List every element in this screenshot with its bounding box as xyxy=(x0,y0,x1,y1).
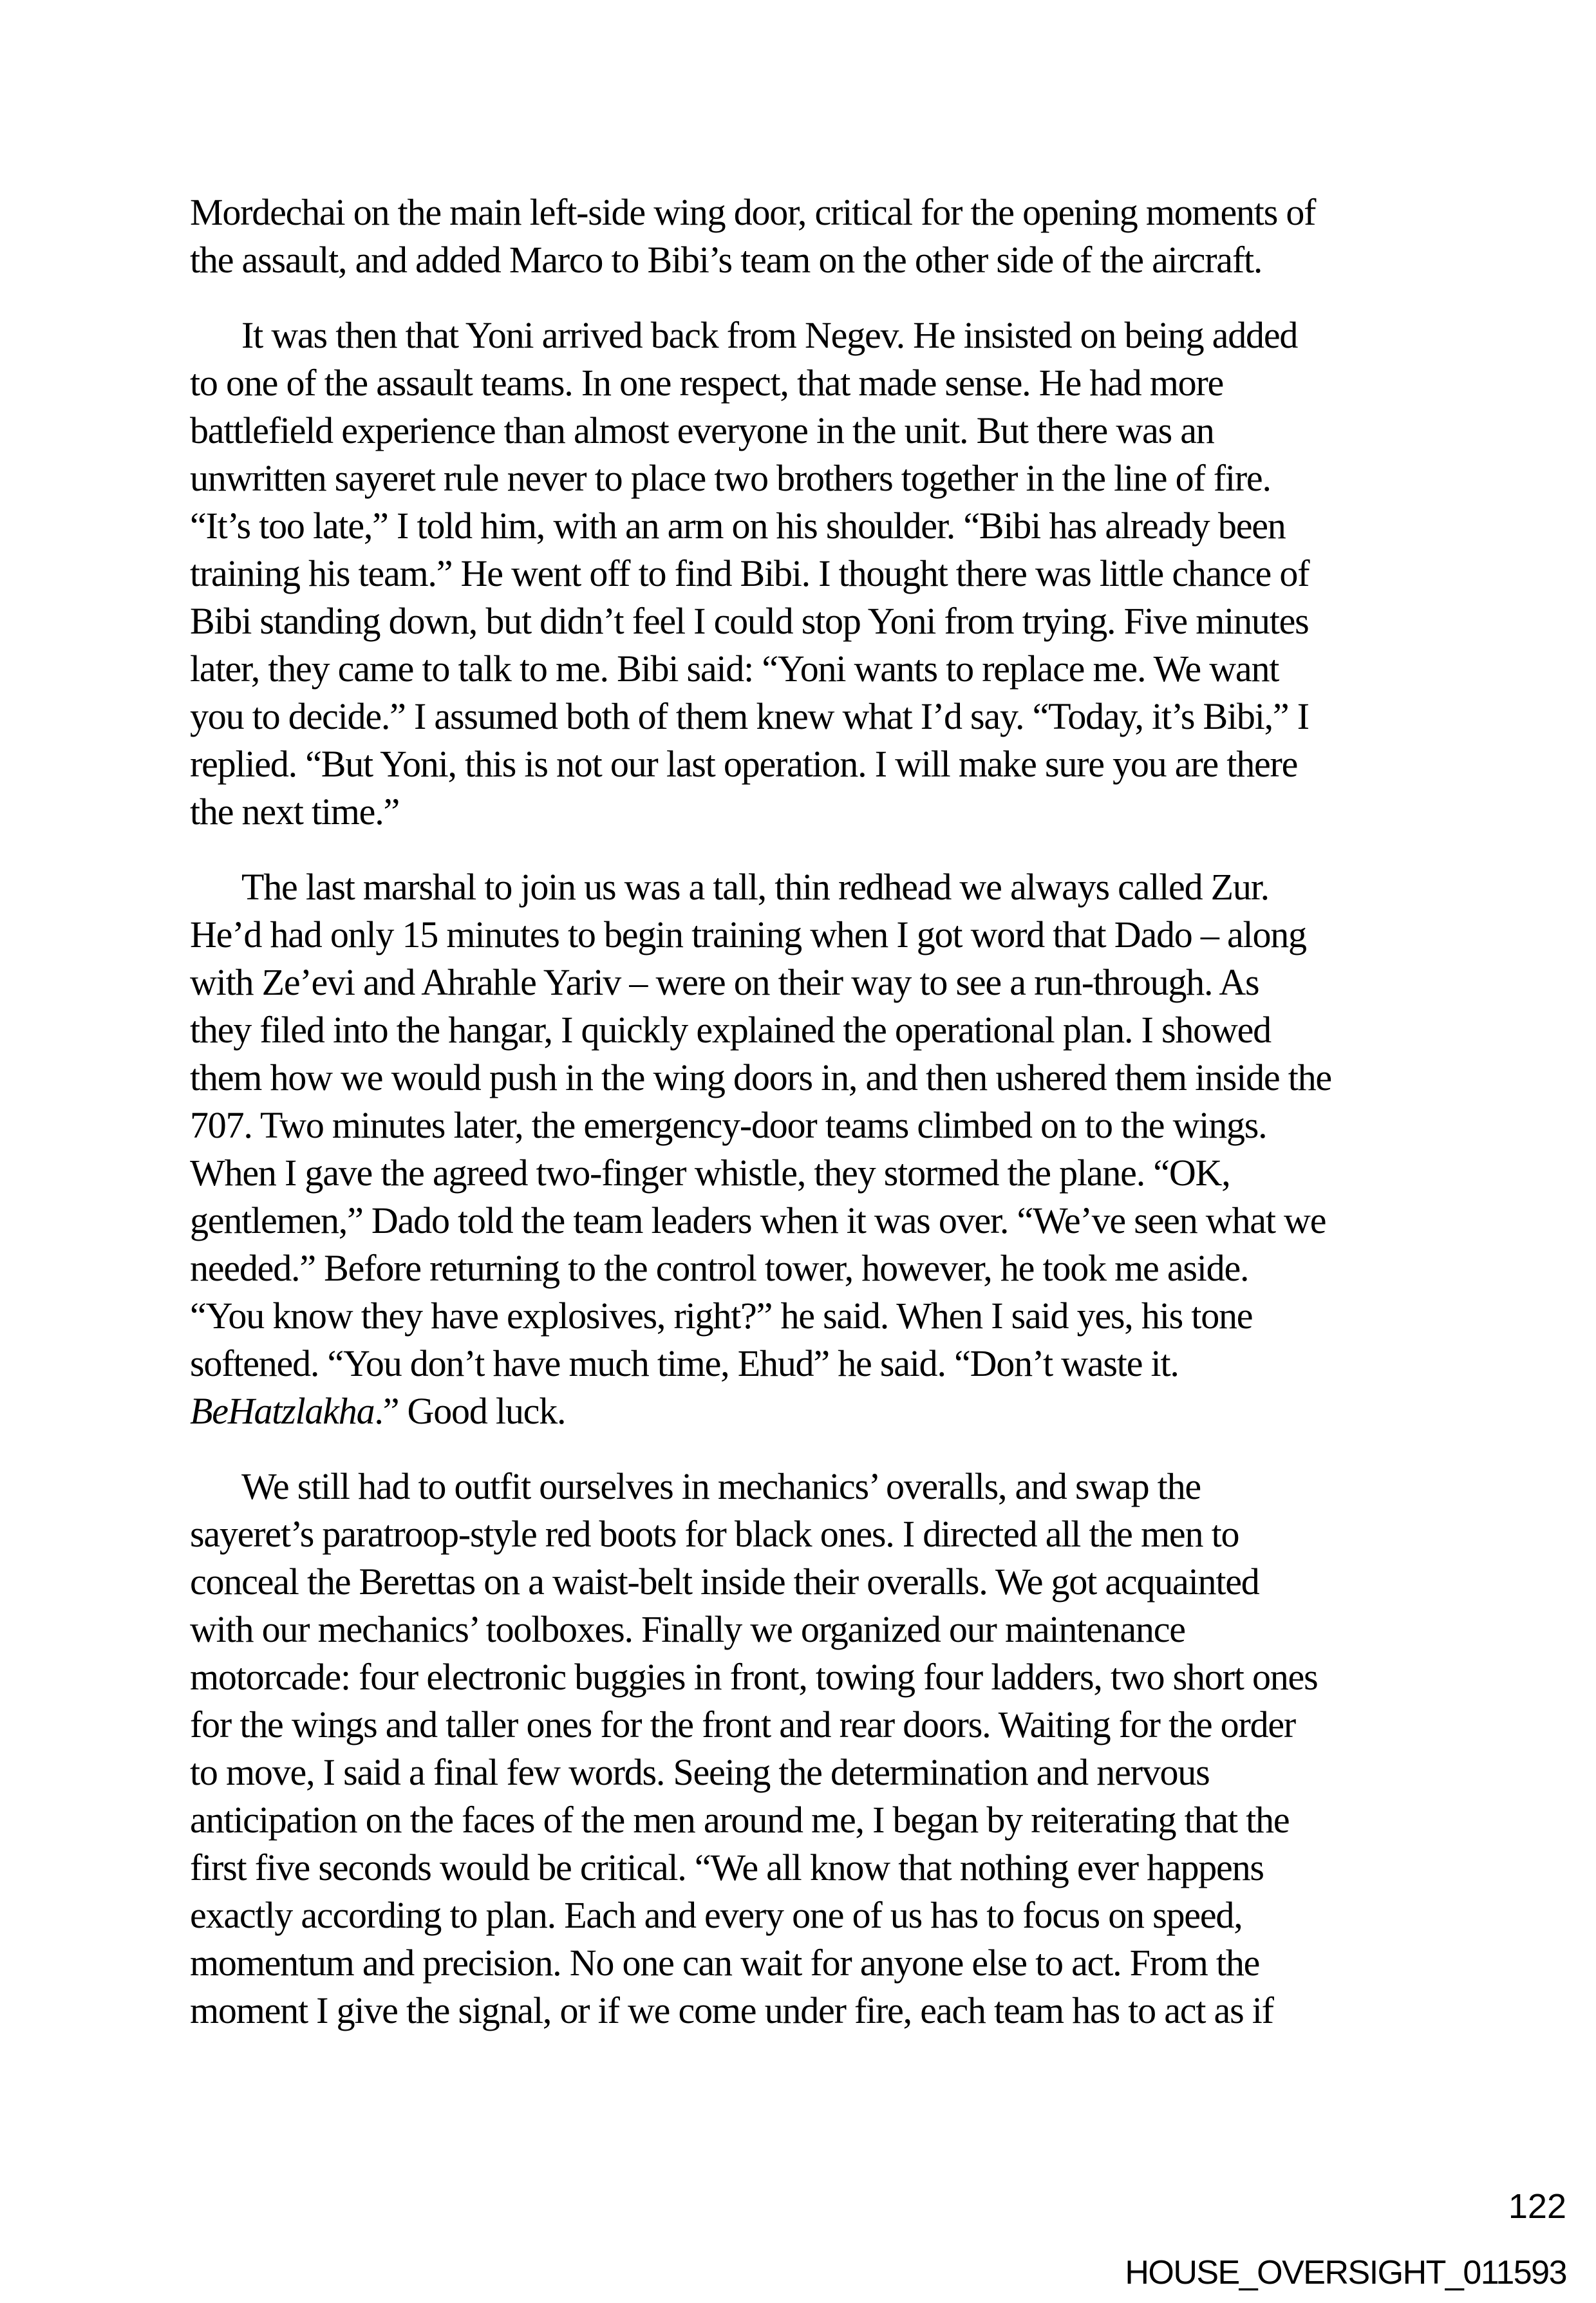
text-line: The last marshal to join us was a tall, thin redhead we always called Zur. xyxy=(241,866,1269,908)
bates-stamp: HOUSE_OVERSIGHT_011593 xyxy=(1125,2254,1566,2291)
text-line: conceal the Berettas on a waist-belt inside their overalls. We got acquainted xyxy=(190,1561,1259,1603)
text-line: you to decide.” I assumed both of them knew what I’d say. “Today, it’s Bibi,” I xyxy=(190,695,1309,737)
text-line: them how we would push in the wing doors in, and then ushered them inside the xyxy=(190,1057,1331,1098)
text-line: later, they came to talk to me. Bibi said: “Yoni wants to replace me. We want xyxy=(190,648,1279,690)
text-line: first five seconds would be critical. “We all know that nothing ever happens xyxy=(190,1847,1264,1888)
text-line: battlefield experience than almost everyone in the unit. But there was an xyxy=(190,409,1214,451)
text-line: moment I give the signal, or if we come under fire, each team has to act as if xyxy=(190,1989,1273,2031)
text-line: Bibi standing down, but didn’t feel I could stop Yoni from trying. Five minutes xyxy=(190,600,1309,642)
text-line: with Ze’evi and Ahrahle Yariv – were on their way to see a run-through. As xyxy=(190,961,1259,1003)
page-text xyxy=(190,189,1465,2035)
text-line: gentlemen,” Dado told the team leaders when it was over. “We’ve seen what we xyxy=(190,1199,1326,1241)
paragraph xyxy=(190,863,1465,1435)
paragraph xyxy=(190,312,1465,836)
text-line: We still had to outfit ourselves in mechanics’ overalls, and swap the xyxy=(241,1465,1201,1507)
italic-text: BeHatzlakha xyxy=(190,1390,375,1432)
page-number: 122 xyxy=(1508,2187,1566,2226)
text-line: 707. Two minutes later, the emergency-door teams climbed on to the wings. xyxy=(190,1104,1267,1146)
text-line: momentum and precision. No one can wait for anyone else to act. From the xyxy=(190,1942,1260,1984)
text-line: He’d had only 15 minutes to begin training when I got word that Dado – along xyxy=(190,914,1306,955)
text-line: they filed into the hangar, I quickly explained the operational plan. I showed xyxy=(190,1009,1271,1051)
text-line: exactly according to plan. Each and every one of us has to focus on speed, xyxy=(190,1894,1243,1936)
paragraph xyxy=(190,189,1465,284)
text-line: It was then that Yoni arrived back from Negev. He insisted on being added xyxy=(241,314,1298,356)
text-line: Mordechai on the main left-side wing door, critical for the opening moments of xyxy=(190,191,1316,233)
text-line: softened. “You don’t have much time, Ehud” he said. “Don’t waste it. xyxy=(190,1342,1179,1384)
text-line: needed.” Before returning to the control tower, however, he took me aside. xyxy=(190,1247,1249,1289)
text-line: “You know they have explosives, right?” he said. When I said yes, his tone xyxy=(190,1295,1253,1337)
text-line: motorcade: four electronic buggies in front, towing four ladders, two short ones xyxy=(190,1656,1318,1698)
text-line: the next time.” xyxy=(190,791,400,832)
text-line: When I gave the agreed two-finger whistle, they stormed the plane. “OK, xyxy=(190,1152,1230,1194)
text-line: with our mechanics’ toolboxes. Finally we organized our maintenance xyxy=(190,1608,1185,1650)
text-line: anticipation on the faces of the men around me, I began by reiterating that the xyxy=(190,1799,1290,1841)
paragraph xyxy=(190,1463,1465,2035)
text-line: to one of the assault teams. In one respect, that made sense. He had more xyxy=(190,362,1224,404)
text-line: sayeret’s paratroop-style red boots for black ones. I directed all the men to xyxy=(190,1513,1239,1555)
text-line: the assault, and added Marco to Bibi’s team on the other side of the aircraft. xyxy=(190,239,1263,281)
text-segment: .” Good luck. xyxy=(374,1390,566,1432)
text-line: replied. “But Yoni, this is not our last operation. I will make sure you are there xyxy=(190,743,1298,785)
text-line: for the wings and taller ones for the front and rear doors. Waiting for the order xyxy=(190,1704,1296,1745)
text-line: training his team.” He went off to find Bibi. I thought there was little chance of xyxy=(190,552,1310,594)
text-line: unwritten sayeret rule never to place two brothers together in the line of fire. xyxy=(190,457,1271,499)
text-line xyxy=(190,1387,1465,1435)
text-line: to move, I said a final few words. Seeing the determination and nervous xyxy=(190,1751,1210,1793)
text-line: “It’s too late,” I told him, with an arm on his shoulder. “Bibi has already been xyxy=(190,505,1286,547)
